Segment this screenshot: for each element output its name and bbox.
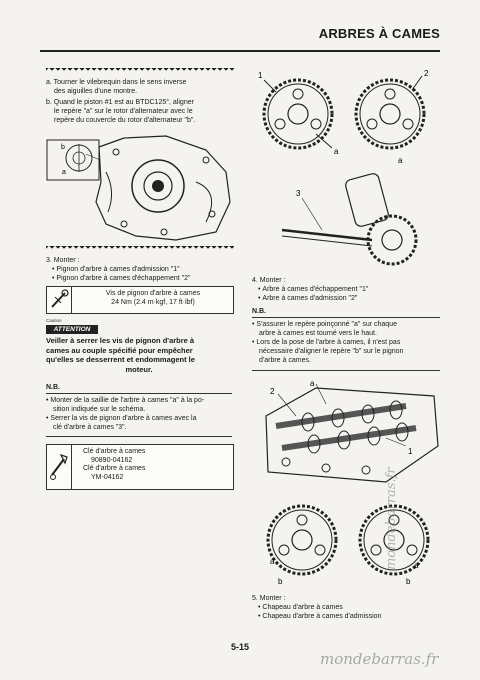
step4-item: • Arbre à cames d'admission "2": [252, 294, 368, 303]
attention-text: [46, 336, 232, 374]
section-divider: [46, 246, 234, 252]
nb-right-text: [252, 320, 403, 365]
fig5-label-b: b: [278, 577, 283, 586]
nb-right-item-cont: d'arbre à cames.: [259, 357, 311, 364]
step5-item: • Chapeau d'arbre à cames: [252, 603, 381, 612]
nb-left-text: [46, 396, 204, 432]
step-b-text: [46, 98, 195, 125]
step4-title: 4. Monter :: [252, 277, 286, 284]
attention-line: Veiller à serrer les vis de pignon d'arbre à: [46, 336, 195, 345]
attention-label: ATTENTION: [46, 325, 98, 334]
step-a-line: a. Tourner le vilebrequin dans le sens inverse: [46, 79, 187, 86]
fig1-label-a: a: [62, 169, 66, 176]
special-tool-text: [77, 448, 229, 482]
torque-spec-box: [46, 286, 234, 314]
nb-left-label: N.B.: [46, 384, 60, 391]
step3-item: • Pignon d'arbre à cames d'admission "1": [46, 265, 191, 274]
cylinder-head-figure: [256, 376, 440, 488]
page-title: ARBRES À CAMES: [318, 26, 440, 41]
step3-title: 3. Monter :: [46, 257, 80, 264]
nb-right-item-cont: nécessaire d'aligner le repère "b" sur le pignon: [259, 348, 404, 355]
fig2-label-1: 1: [258, 71, 263, 80]
fig2-label-2: 2: [424, 69, 429, 78]
fig2-label-a: a: [334, 147, 339, 156]
tool-name: Clé d'arbre à cames: [83, 448, 146, 455]
header-rule: [40, 50, 440, 52]
step3-text: [46, 256, 191, 283]
torque-spec-line: Vis de pignon d'arbre à cames: [105, 290, 201, 297]
fig4-label-a: a: [310, 379, 315, 388]
step4-item: • Arbre à cames d'échappement "1": [252, 285, 368, 294]
torque-wrench-icon: [47, 287, 72, 313]
nb-left-end-rule: [46, 436, 232, 437]
fig3-label-3: 3: [296, 189, 301, 198]
nb-right-item-cont: arbre à cames est tourné vers le haut.: [259, 330, 377, 337]
step5-item: • Chapeau d'arbre à cames d'admission: [252, 612, 381, 621]
step3-item: • Pignon d'arbre à cames d'échappement "2": [46, 274, 191, 283]
special-tool-box: [46, 444, 234, 490]
torque-spec-text: [77, 290, 229, 307]
fig5-label-a: a: [270, 557, 275, 566]
alternator-rotor-figure: [46, 132, 234, 242]
fig2-label-a2: a: [398, 156, 403, 165]
step-b-line: b. Quand le piston #1 est au BTDC125°, aligner: [46, 99, 194, 106]
section-divider-top: [46, 68, 234, 74]
step-a-text: [46, 78, 186, 96]
nb-left-item: • Monter de la saillie de l'arbre à cames "a" à la po-: [46, 396, 204, 405]
attention-line: cames au couple spécifié pour empêcher: [46, 345, 193, 355]
attention-line: qu'elles se desserrent et endommagent le: [46, 355, 195, 364]
nb-right-item: • S'assurer le repère poinçonné "a" sur chaque: [252, 320, 403, 329]
page-number: 5-15: [230, 642, 249, 652]
nb-right-end-rule: [252, 370, 440, 371]
fig5-label-a2: a: [414, 561, 419, 570]
nb-left-rule: [46, 393, 232, 394]
fig4-label-2: 2: [270, 387, 275, 396]
step-b-line: le repère "a" sur le rotor d'alternateur avec le: [54, 108, 193, 115]
tool-name: Clé d'arbre à cames: [83, 465, 146, 472]
step-b-line: repère du couvercle du rotor d'alternateur "b".: [54, 117, 196, 124]
step4-text: [252, 276, 368, 303]
sprocket-alignment-figure: [256, 494, 440, 586]
step-a-line: des aiguilles d'une montre.: [54, 88, 138, 95]
nb-left-item-cont: sition indiquée sur le schéma.: [53, 406, 146, 413]
fig5-label-b2: b: [406, 577, 411, 586]
tool-number: YM-04162: [91, 473, 124, 481]
tool-number: 90890-04162: [91, 456, 133, 464]
wrench-tool-icon: [47, 445, 72, 489]
watermark-vertical: mondebarras.fr: [384, 467, 399, 570]
nb-right-item: • Lors de la pose de l'arbre à cames, il n'est pas: [252, 338, 403, 347]
torque-spec-value: 24 Nm (2.4 m·kgf, 17 ft·lbf): [111, 298, 195, 306]
step5-text: [252, 594, 381, 621]
fig1-label-b: b: [61, 144, 65, 151]
watermark: mondebarras.fr: [320, 650, 439, 668]
camshaft-wrench-figure: [262, 168, 432, 268]
step5-title: 5. Monter :: [252, 595, 286, 602]
nb-right-rule: [252, 317, 440, 318]
attention-line: moteur.: [125, 364, 153, 374]
fig4-label-1: 1: [408, 447, 413, 456]
nb-left-item-cont: clé d'arbre à cames "3".: [53, 424, 127, 431]
caution-small-label: Caution: [46, 318, 62, 323]
camshaft-sprockets-figure: [250, 66, 440, 166]
nb-left-item: • Serrer la vis de pignon d'arbre à cames avec la: [46, 414, 204, 423]
nb-right-label: N.B.: [252, 308, 266, 315]
